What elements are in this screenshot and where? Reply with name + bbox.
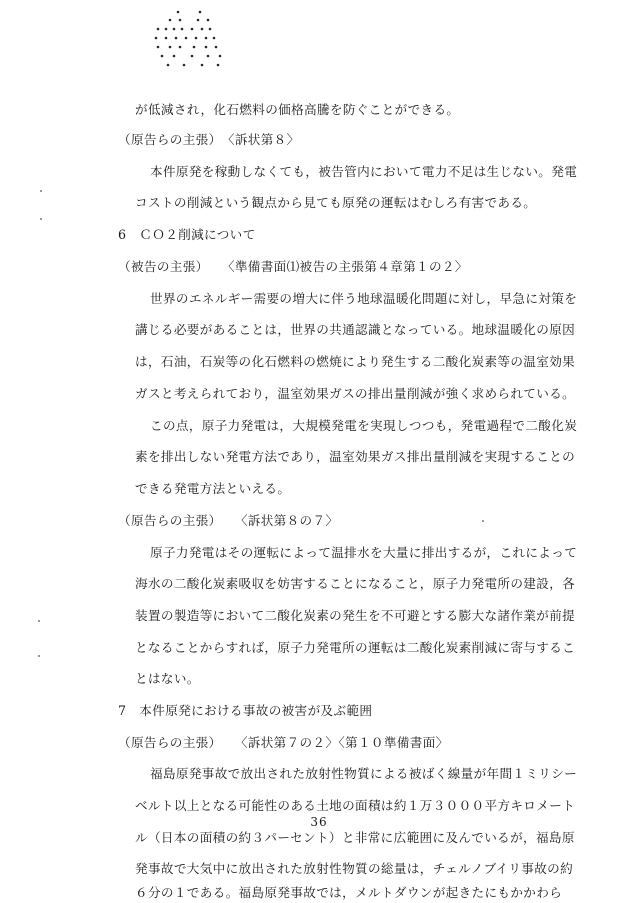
body-text-line: ベルト以上となる可能性のある土地の面積は約１万３０００平方キロメート [135, 798, 576, 813]
body-text-line: となることからすれば，原子力発電所の運転は二酸化炭素削減に寄与するこ [135, 640, 576, 655]
scan-speck [40, 190, 42, 192]
body-text-line: 原子力発電はその運転によって温排水を大量に排出するが，これによって [150, 545, 578, 560]
body-text-line: 本件原発を稼動しなくても，被告管内において電力不足は生じない。発電 [150, 164, 578, 179]
body-text-line: コストの削減という観点から見ても原発の運転はむしろ有害である。 [135, 195, 537, 210]
body-text-line: 福島原発事故で放出された放射性物質による被ばく線量が年間１ミリシー [150, 766, 578, 781]
scan-speck [40, 218, 42, 220]
body-text-line: 発事故で大気中に放出された放射性物質の総量は，チェルノブイリ事故の約 [135, 861, 574, 876]
body-text-line: ル（日本の面積の約３パーセント）と非常に広範囲に及んでいるが，福島原 [135, 830, 575, 845]
scan-speck [482, 520, 484, 522]
page-number: 36 [310, 815, 328, 829]
punch-hole-dot-pattern [150, 8, 230, 74]
body-text-line: 装置の製造等において二酸化炭素の発生を不可避とする膨大な諸作業が前提 [135, 608, 576, 623]
defendant-claim-heading: （被告の主張） 〈準備書面⑴被告の主張第４章第１の２〉 [118, 259, 468, 274]
body-text-line: 海水の二酸化炭素吸収を妨害することになること，原子力発電所の建設，各 [135, 576, 576, 591]
section-heading: 6 ＣＯ２削減について [118, 227, 256, 242]
body-text-line: は，石油，石炭等の化石燃料の燃焼により発生する二酸化炭素等の温室効果 [135, 354, 576, 369]
plaintiff-claim-heading: （原告らの主張） 〈訴状第７の２〉〈第１０準備書面〉 [118, 735, 449, 750]
plaintiff-claim-heading: （原告らの主張） 〈訴状第８の７〉 [118, 513, 339, 528]
body-text-line: この点，原子力発電は，大規模発電を実現しつつも，発電過程で二酸化炭 [150, 418, 578, 433]
plaintiff-claim-heading: （原告らの主張） 〈訴状第８〉 [118, 132, 300, 147]
body-text-line: が低減され，化石燃料の価格高騰を防ぐことができる。 [135, 102, 460, 117]
scan-speck [38, 620, 40, 622]
body-text-line: できる発電方法といえる。 [135, 481, 291, 496]
body-text-line: ６分の１である。福島原発事故では，メルトダウンが起きたにもかかわら [135, 885, 563, 900]
section-heading: 7 本件原発における事故の被害が及ぶ範囲 [118, 703, 373, 718]
body-text-line: 世界のエネルギー需要の増大に伴う地球温暖化問題に対し，早急に対策を [150, 291, 578, 306]
body-text-line: 講じる必要があることは，世界の共通認識となっている。地球温暖化の原因 [135, 322, 576, 337]
body-text-line: ガスと考えられており，温室効果ガスの排出量削減が強く求められている。 [135, 386, 576, 401]
scan-speck [38, 655, 40, 657]
body-text-line: 素を排出しない発電方法であり，温室効果ガス排出量削減を実現することの [135, 449, 576, 464]
body-text-line: とはない。 [135, 671, 200, 686]
